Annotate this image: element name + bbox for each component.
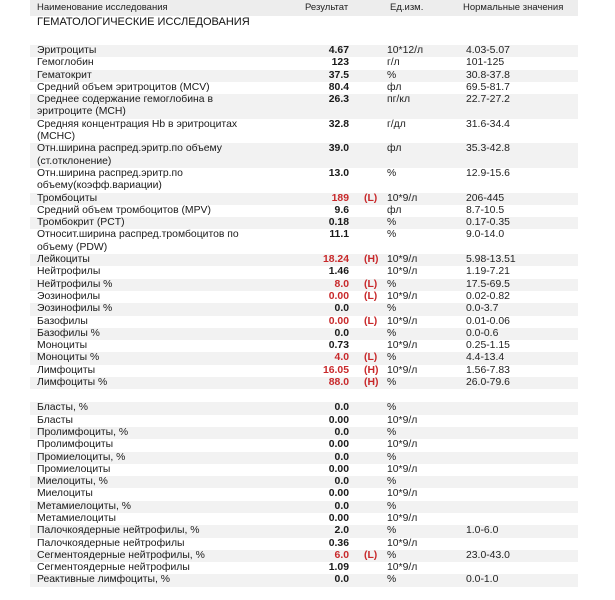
test-name: Моноциты % — [37, 352, 100, 364]
reference-range: 101-125 — [466, 57, 505, 69]
table-header — [30, 0, 578, 16]
header-result: Результат — [305, 2, 349, 13]
reference-range: 4.03-5.07 — [466, 45, 510, 56]
test-name: Эозинофилы % — [37, 303, 113, 315]
test-result: 6.0 — [334, 549, 349, 561]
test-unit: % — [387, 167, 397, 179]
reference-range: 1.19-7.21 — [466, 266, 510, 278]
table-row — [30, 488, 578, 500]
test-unit: 10*9/л — [387, 315, 418, 327]
test-unit: 10*12/л — [387, 45, 424, 56]
header-norm: Нормальные значения — [463, 2, 564, 13]
abnormal-flag: (L) — [364, 278, 378, 290]
test-name: Отн.ширина распред.эритр.по объему(коэфф.вариации) — [37, 167, 183, 192]
test-unit: 10*9/л — [387, 290, 418, 302]
test-unit: % — [387, 574, 397, 586]
test-unit: % — [387, 229, 397, 241]
reference-range: 23.0-43.0 — [466, 549, 510, 561]
table-row — [30, 340, 578, 352]
test-result: 0.0 — [334, 451, 349, 463]
test-result: 0.00 — [328, 512, 349, 524]
table-row — [30, 574, 578, 586]
reference-range: 0.17-0.35 — [466, 217, 510, 229]
test-result: 0.73 — [328, 340, 349, 352]
test-name: Гемоглобин — [37, 57, 94, 69]
table-row — [30, 550, 578, 562]
test-unit: % — [387, 426, 397, 438]
test-unit: г/дл — [387, 118, 406, 130]
test-result: 123 — [331, 57, 349, 69]
test-result: 9.6 — [334, 204, 349, 216]
test-result: 18.24 — [322, 254, 349, 266]
abnormal-flag: (H) — [364, 254, 379, 266]
table-row — [30, 452, 578, 464]
test-unit: 10*9/л — [387, 414, 418, 426]
table-row — [30, 352, 578, 364]
test-name: Гематокрит — [37, 69, 92, 81]
test-unit: 10*9/л — [387, 463, 418, 475]
table-row — [30, 279, 578, 291]
reference-range: 206-445 — [466, 192, 505, 204]
test-unit: 10*9/л — [387, 340, 418, 352]
table-row — [30, 94, 578, 119]
table-row — [30, 217, 578, 229]
reference-range: 26.0-79.6 — [466, 377, 510, 389]
test-unit: 10*9/л — [387, 254, 418, 266]
test-unit: 10*9/л — [387, 266, 418, 278]
test-name: Пролимфоциты — [37, 439, 114, 451]
abnormal-flag: (L) — [364, 290, 378, 302]
reference-range: 0.0-0.6 — [466, 327, 499, 339]
test-result: 189 — [331, 192, 349, 204]
test-result: 88.0 — [328, 377, 349, 389]
test-result: 0.0 — [334, 327, 349, 339]
test-result: 1.46 — [328, 266, 349, 278]
test-name: Эритроциты — [37, 45, 97, 56]
test-unit: фл — [387, 143, 402, 155]
test-unit: г/л — [387, 57, 400, 69]
table-row — [30, 168, 578, 193]
reference-range: 0.0-3.7 — [466, 303, 499, 315]
test-result: 0.0 — [334, 426, 349, 438]
test-unit: % — [387, 549, 397, 561]
table-row — [30, 45, 578, 57]
test-unit: 10*9/л — [387, 364, 418, 376]
test-name: Палочкоядерные нейтрофилы — [37, 537, 185, 549]
reference-range: 35.3-42.8 — [466, 143, 510, 155]
test-name: Сегментоядерные нейтрофилы — [37, 562, 190, 574]
test-result: 4.67 — [328, 45, 349, 56]
test-name: Средняя концентрация Hb в эритроцитах (MCHC) — [37, 118, 238, 143]
reference-range: 1.56-7.83 — [466, 364, 510, 376]
test-unit: % — [387, 69, 397, 81]
header-name: Наименование исследования — [37, 2, 168, 13]
test-name: Промиелоциты, % — [37, 451, 126, 463]
test-result: 0.0 — [334, 500, 349, 512]
test-name: Средний объем тромбоцитов (MPV) — [37, 204, 211, 216]
abnormal-flag: (L) — [364, 352, 378, 364]
reference-range: 12.9-15.6 — [466, 167, 510, 179]
test-result: 0.0 — [334, 303, 349, 315]
test-name: Отн.ширина распред.эритр.по объему (ст.отклонение) — [37, 143, 222, 167]
table-row — [30, 254, 578, 266]
table-row — [30, 70, 578, 82]
test-result: 16.05 — [322, 364, 349, 376]
test-name: Лимфоциты % — [37, 377, 108, 389]
test-name: Реактивные лимфоциты, % — [37, 574, 170, 586]
reference-range: 8.7-10.5 — [466, 204, 505, 216]
table-row — [30, 427, 578, 439]
test-unit: % — [387, 451, 397, 463]
test-unit: % — [387, 525, 397, 537]
table-row — [30, 464, 578, 476]
abnormal-flag: (L) — [364, 192, 378, 204]
test-name: Палочкоядерные нейтрофилы, % — [37, 525, 200, 537]
test-unit: пг/кл — [387, 94, 411, 106]
table-row — [30, 229, 578, 254]
test-name: Миелоциты, % — [37, 476, 108, 488]
test-name: Среднее содержание гемоглобина в эритроците (MCH) — [37, 94, 213, 118]
test-result: 4.0 — [334, 352, 349, 364]
test-result: 0.00 — [328, 439, 349, 451]
table-row — [30, 513, 578, 525]
test-result: 0.00 — [328, 488, 349, 500]
reference-range: 30.8-37.8 — [466, 69, 510, 81]
reference-range: 22.7-27.2 — [466, 94, 510, 106]
test-result: 13.0 — [328, 167, 349, 179]
test-unit: % — [387, 377, 397, 389]
test-result: 32.8 — [328, 118, 349, 130]
test-result: 0.36 — [328, 537, 349, 549]
test-result: 0.00 — [328, 315, 349, 327]
test-name: Лейкоциты — [37, 254, 90, 266]
test-unit: % — [387, 217, 397, 229]
table-row — [30, 328, 578, 340]
reference-range: 4.4-13.4 — [466, 352, 505, 364]
test-result: 0.00 — [328, 290, 349, 302]
reference-range: 0.25-1.15 — [466, 340, 510, 352]
table-row — [30, 119, 578, 144]
test-unit: % — [387, 402, 397, 414]
test-unit: 10*9/л — [387, 488, 418, 500]
reference-range: 17.5-69.5 — [466, 278, 510, 290]
test-name: Бласты — [37, 414, 73, 426]
table-row — [30, 562, 578, 574]
table-row — [30, 82, 578, 94]
test-name: Миелоциты — [37, 488, 93, 500]
test-unit: фл — [387, 204, 402, 216]
test-name: Метамиелоциты — [37, 512, 116, 524]
test-name: Метамиелоциты, % — [37, 500, 131, 512]
test-result: 0.00 — [328, 414, 349, 426]
reference-range: 0.02-0.82 — [466, 290, 510, 302]
table-row — [30, 415, 578, 427]
test-unit: % — [387, 303, 397, 315]
test-result: 39.0 — [328, 143, 349, 155]
test-unit: 10*9/л — [387, 192, 418, 204]
reference-range: 31.6-34.4 — [466, 118, 510, 130]
test-name: Средний объем эритроцитов (MCV) — [37, 81, 210, 93]
table-row — [30, 316, 578, 328]
table-row — [30, 501, 578, 513]
table-row — [30, 525, 578, 537]
test-name: Тромбокрит (PCT) — [37, 217, 125, 229]
table-row — [30, 476, 578, 488]
test-name: Пролимфоциты, % — [37, 426, 129, 438]
abnormal-flag: (H) — [364, 364, 379, 376]
test-result: 0.18 — [328, 217, 349, 229]
test-result: 0.00 — [328, 463, 349, 475]
table-row — [30, 193, 578, 205]
reference-range: 0.01-0.06 — [466, 315, 510, 327]
table-row — [30, 143, 578, 168]
table-row — [30, 402, 578, 414]
reference-range: 0.0-1.0 — [466, 574, 499, 586]
test-name: Лимфоциты — [37, 364, 96, 376]
test-name: Тромбоциты — [37, 192, 98, 204]
test-result: 0.0 — [334, 574, 349, 586]
test-name: Нейтрофилы — [37, 266, 101, 278]
table-row — [30, 57, 578, 69]
table-row — [30, 291, 578, 303]
test-result: 11.1 — [329, 229, 349, 241]
results-table — [30, 45, 578, 587]
abnormal-flag: (H) — [364, 377, 379, 389]
test-result: 8.0 — [334, 278, 349, 290]
test-unit: фл — [387, 81, 402, 93]
test-result: 26.3 — [328, 94, 349, 106]
table-row — [30, 538, 578, 550]
test-unit: 10*9/л — [387, 562, 418, 574]
row-spacer — [30, 389, 578, 402]
header-unit: Ед.изм. — [390, 2, 424, 13]
test-result: 0.0 — [334, 402, 349, 414]
table-row — [30, 365, 578, 377]
reference-range: 9.0-14.0 — [466, 229, 505, 241]
test-result: 1.09 — [328, 562, 349, 574]
test-unit: % — [387, 352, 397, 364]
test-unit: % — [387, 278, 397, 290]
test-result: 2.0 — [334, 525, 349, 537]
test-name: Нейтрофилы % — [37, 278, 113, 290]
reference-range: 1.0-6.0 — [466, 525, 499, 537]
reference-range: 5.98-13.51 — [466, 254, 516, 266]
table-row — [30, 439, 578, 451]
test-unit: % — [387, 327, 397, 339]
test-name: Относит.ширина распред.тромбоцитов по объему (PDW) — [37, 229, 239, 253]
abnormal-flag: (L) — [364, 315, 378, 327]
test-name: Эозинофилы — [37, 290, 101, 302]
test-result: 80.4 — [328, 81, 349, 93]
test-name: Промиелоциты — [37, 463, 111, 475]
table-row — [30, 266, 578, 278]
test-unit: % — [387, 500, 397, 512]
table-row — [30, 303, 578, 315]
test-result: 37.5 — [328, 69, 349, 81]
test-name: Сегментоядерные нейтрофилы, % — [37, 549, 205, 561]
test-result: 0.0 — [334, 476, 349, 488]
test-unit: % — [387, 476, 397, 488]
test-name: Базофилы % — [37, 327, 100, 339]
test-unit: 10*9/л — [387, 512, 418, 524]
table-row — [30, 377, 578, 389]
test-unit: 10*9/л — [387, 439, 418, 451]
table-row — [30, 205, 578, 217]
test-name: Базофилы — [37, 315, 88, 327]
abnormal-flag: (L) — [364, 549, 378, 561]
reference-range: 69.5-81.7 — [466, 81, 510, 93]
test-name: Моноциты — [37, 340, 88, 352]
test-unit: 10*9/л — [387, 537, 418, 549]
section-title: ГЕМАТОЛОГИЧЕСКИЕ ИССЛЕДОВАНИЯ — [37, 16, 250, 28]
test-name: Бласты, % — [37, 402, 88, 414]
